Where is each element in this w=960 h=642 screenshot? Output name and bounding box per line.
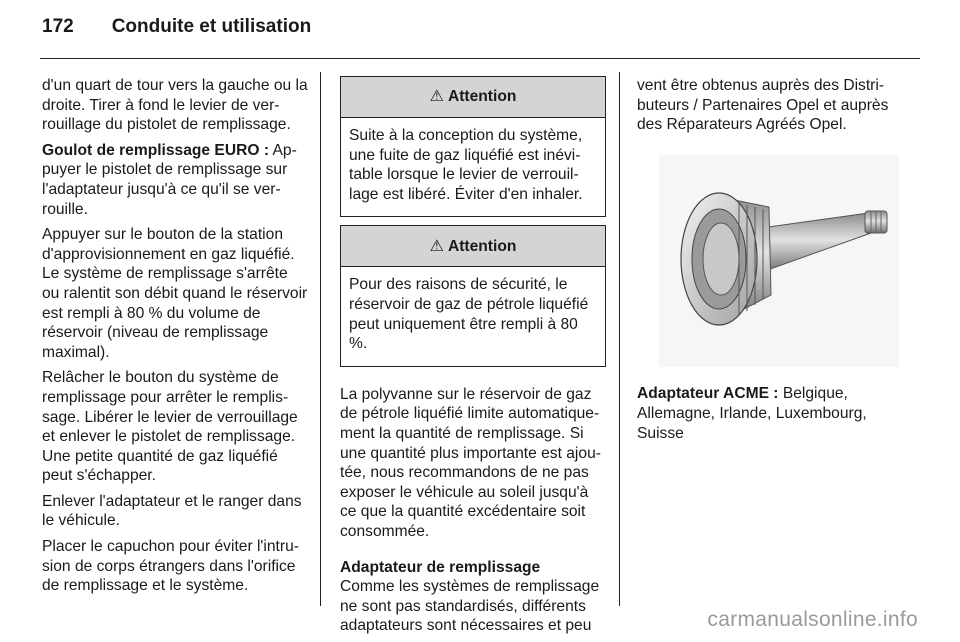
paragraph-acme xyxy=(637,384,903,443)
page-header xyxy=(42,16,311,50)
column-left xyxy=(42,76,308,602)
paragraph: Placer le capuchon pour éviter l'intrusion de corps étrangers dans l'orifice de remplissage et le système. xyxy=(42,538,299,595)
paragraph: vent être obtenus auprès des Distributeurs / Partenaires Opel et auprès des Réparateurs Agréés Opel. xyxy=(637,77,889,134)
warning-triangle-icon: ⚠ xyxy=(429,88,444,106)
euro-text: Appuyer le pistolet de remplissage sur l'adaptateur jusqu'à ce qu'il se verrouille. xyxy=(42,141,297,218)
column-right xyxy=(637,76,903,449)
watermark: carmanualsonline.info xyxy=(707,608,918,631)
warning-title: Attention xyxy=(447,88,517,106)
paragraph: La polyvanne sur le réservoir de gaz de pétrole liquéfié limite automatiquement la quantité de remplissage. Si une quantité plus importante est ajoutée, nous recommandons de ne pas exposer le véhicule au soleil jusqu'à ce que la quantité excédentaire soit consommée. xyxy=(340,385,601,540)
paragraph: Enlever l'adaptateur et le ranger dans le véhicule. xyxy=(42,492,302,530)
column-middle xyxy=(340,76,606,642)
warning-header xyxy=(341,77,605,118)
column-divider xyxy=(320,72,321,606)
euro-label: Goulot de remplissage EURO : xyxy=(42,141,270,159)
acme-label: Adaptateur ACME : xyxy=(637,385,779,403)
column-divider xyxy=(619,72,620,606)
warning-triangle-icon: ⚠ xyxy=(429,237,444,255)
chapter-title: Conduite et utilisation xyxy=(111,16,312,37)
warning-box xyxy=(340,225,606,366)
paragraph: Relâcher le bouton du système de remplissage pour arrêter le remplissage. Libérer le levier de verrouillage et enlever le pistolet de remplissage. Une petite quantité de gaz liquéfié peut s'échapper. xyxy=(42,369,298,485)
acme-text: Belgique, Allemagne, Irlande, Luxembourg, Suisse xyxy=(637,385,867,442)
warning-text: Suite à la conception du système, une fuite de gaz liquéfié est inévitable lorsque le levier de verrouillage est libéré. Éviter d'en inhaler. xyxy=(349,127,583,203)
acme-adapter-illustration xyxy=(659,155,899,367)
paragraph-euro xyxy=(42,141,308,219)
paragraph: Comme les systèmes de remplissage ne sont pas standardisés, différents adaptateurs sont nécessaires et peu xyxy=(340,578,600,635)
warning-box xyxy=(340,76,606,217)
paragraph: Appuyer sur le bouton de la station d'approvisionnement en gaz liquéfié. Le système de remplissage s'arrête ou ralentit son débit quand le réservoir est rempli à 80 % du volume de réservoir (niveau de remplissage maximal). xyxy=(42,226,308,361)
warning-title: Attention xyxy=(447,237,517,255)
warning-text: Pour des raisons de sécurité, le réservoir de gaz de pétrole liquéfié peut uniquement être rempli à 80 %. xyxy=(349,276,589,353)
paragraph: d'un quart de tour vers la gauche ou la droite. Tirer à fond le levier de verrouillage du pistolet de remplissage. xyxy=(42,77,308,134)
header-rule xyxy=(40,58,920,59)
warning-header xyxy=(341,226,605,267)
page-number: 172 xyxy=(42,16,74,37)
section-heading: Adaptateur de remplissage xyxy=(340,558,541,576)
